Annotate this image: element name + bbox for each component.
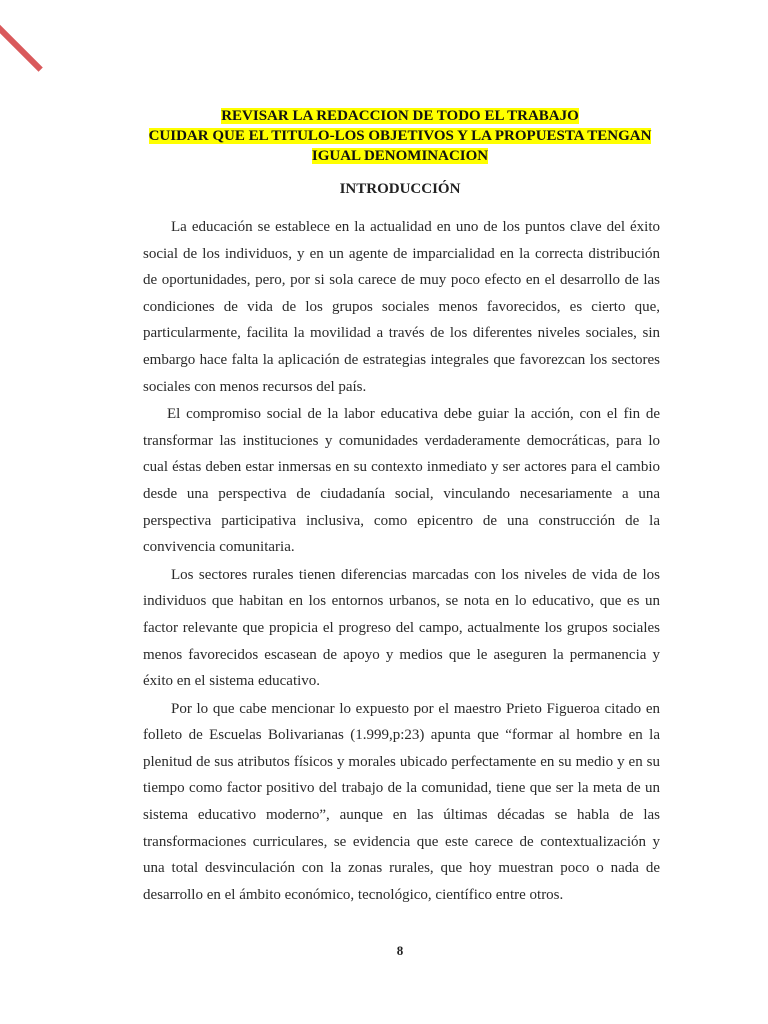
paragraph-3: Los sectores rurales tienen diferencias marcadas con los niveles de vida de los individuos que habitan en los entornos urbanos, se nota en lo educativo, que es un factor relevante que propicia el progreso del campo, actualmente los grupos sociales menos favorecidos escasean de apoyo y medios que le aseguren la permanencia y éxito en el sistema educativo. (143, 566, 660, 690)
paragraph-4: Por lo que cabe mencionar lo expuesto por el maestro Prieto Figueroa citado en folleto de Escuelas Bolivarianas (1.999,p:23) apunta que “formar al hombre en la plenitud de sus atributos físicos y morales ubicado perfectamente en su medio y en su tiempo como factor positivo del trabajo de la comunidad, tiene que ser la meta de un sistema educativo moderno”, aunque en las últimas décadas se habla de las transformaciones curriculares, se evidencia que este carece de contextualización y una total desvinculación con la zonas rurales, que hoy muestran poco o nada de desarrollo en el ámbito económico, tecnológico, científico entre otros. (143, 700, 660, 903)
revision-note (100, 106, 700, 166)
document-body (143, 214, 660, 909)
revision-note-line-3: IGUAL DENOMINACION (311, 148, 489, 164)
section-title: INTRODUCCIÓN (339, 181, 461, 197)
paragraph-1: La educación se establece en la actualidad en uno de los puntos clave del éxito social de los individuos, y en un agente de imparcialidad en la correcta distribución de oportunidades, pero, por si sola carece de muy poco efecto en el desarrollo de las condiciones de vida de los grupos sociales menos favorecidos, es cierto que, particularmente, facilita la movilidad a través de los diferentes niveles sociales, sin embargo hace falta la aplicación de estrategias integrales que favorezcan los sectores sociales con menos recursos del país. (143, 219, 660, 395)
revision-note-line-2: CUIDAR QUE EL TITULO-LOS OBJETIVOS Y LA PROPUESTA TENGAN (148, 128, 652, 144)
paragraph-2: El compromiso social de la labor educativa debe guiar la acción, con el fin de transformar las instituciones y comunidades verdaderamente democráticas, para lo cual éstas deben estar inmersas en su contexto inmediato y ser actores para el cambio desde una perspectiva de ciudadanía social, vinculando necesariamente a una perspectiva participativa inclusiva, como epicentro de una construcción de la convivencia comunitaria. (143, 406, 660, 556)
revision-note-line-1: REVISAR LA REDACCION DE TODO EL TRABAJO (221, 108, 579, 124)
corner-decoration (0, 21, 43, 72)
page-number: 8 (396, 943, 404, 958)
